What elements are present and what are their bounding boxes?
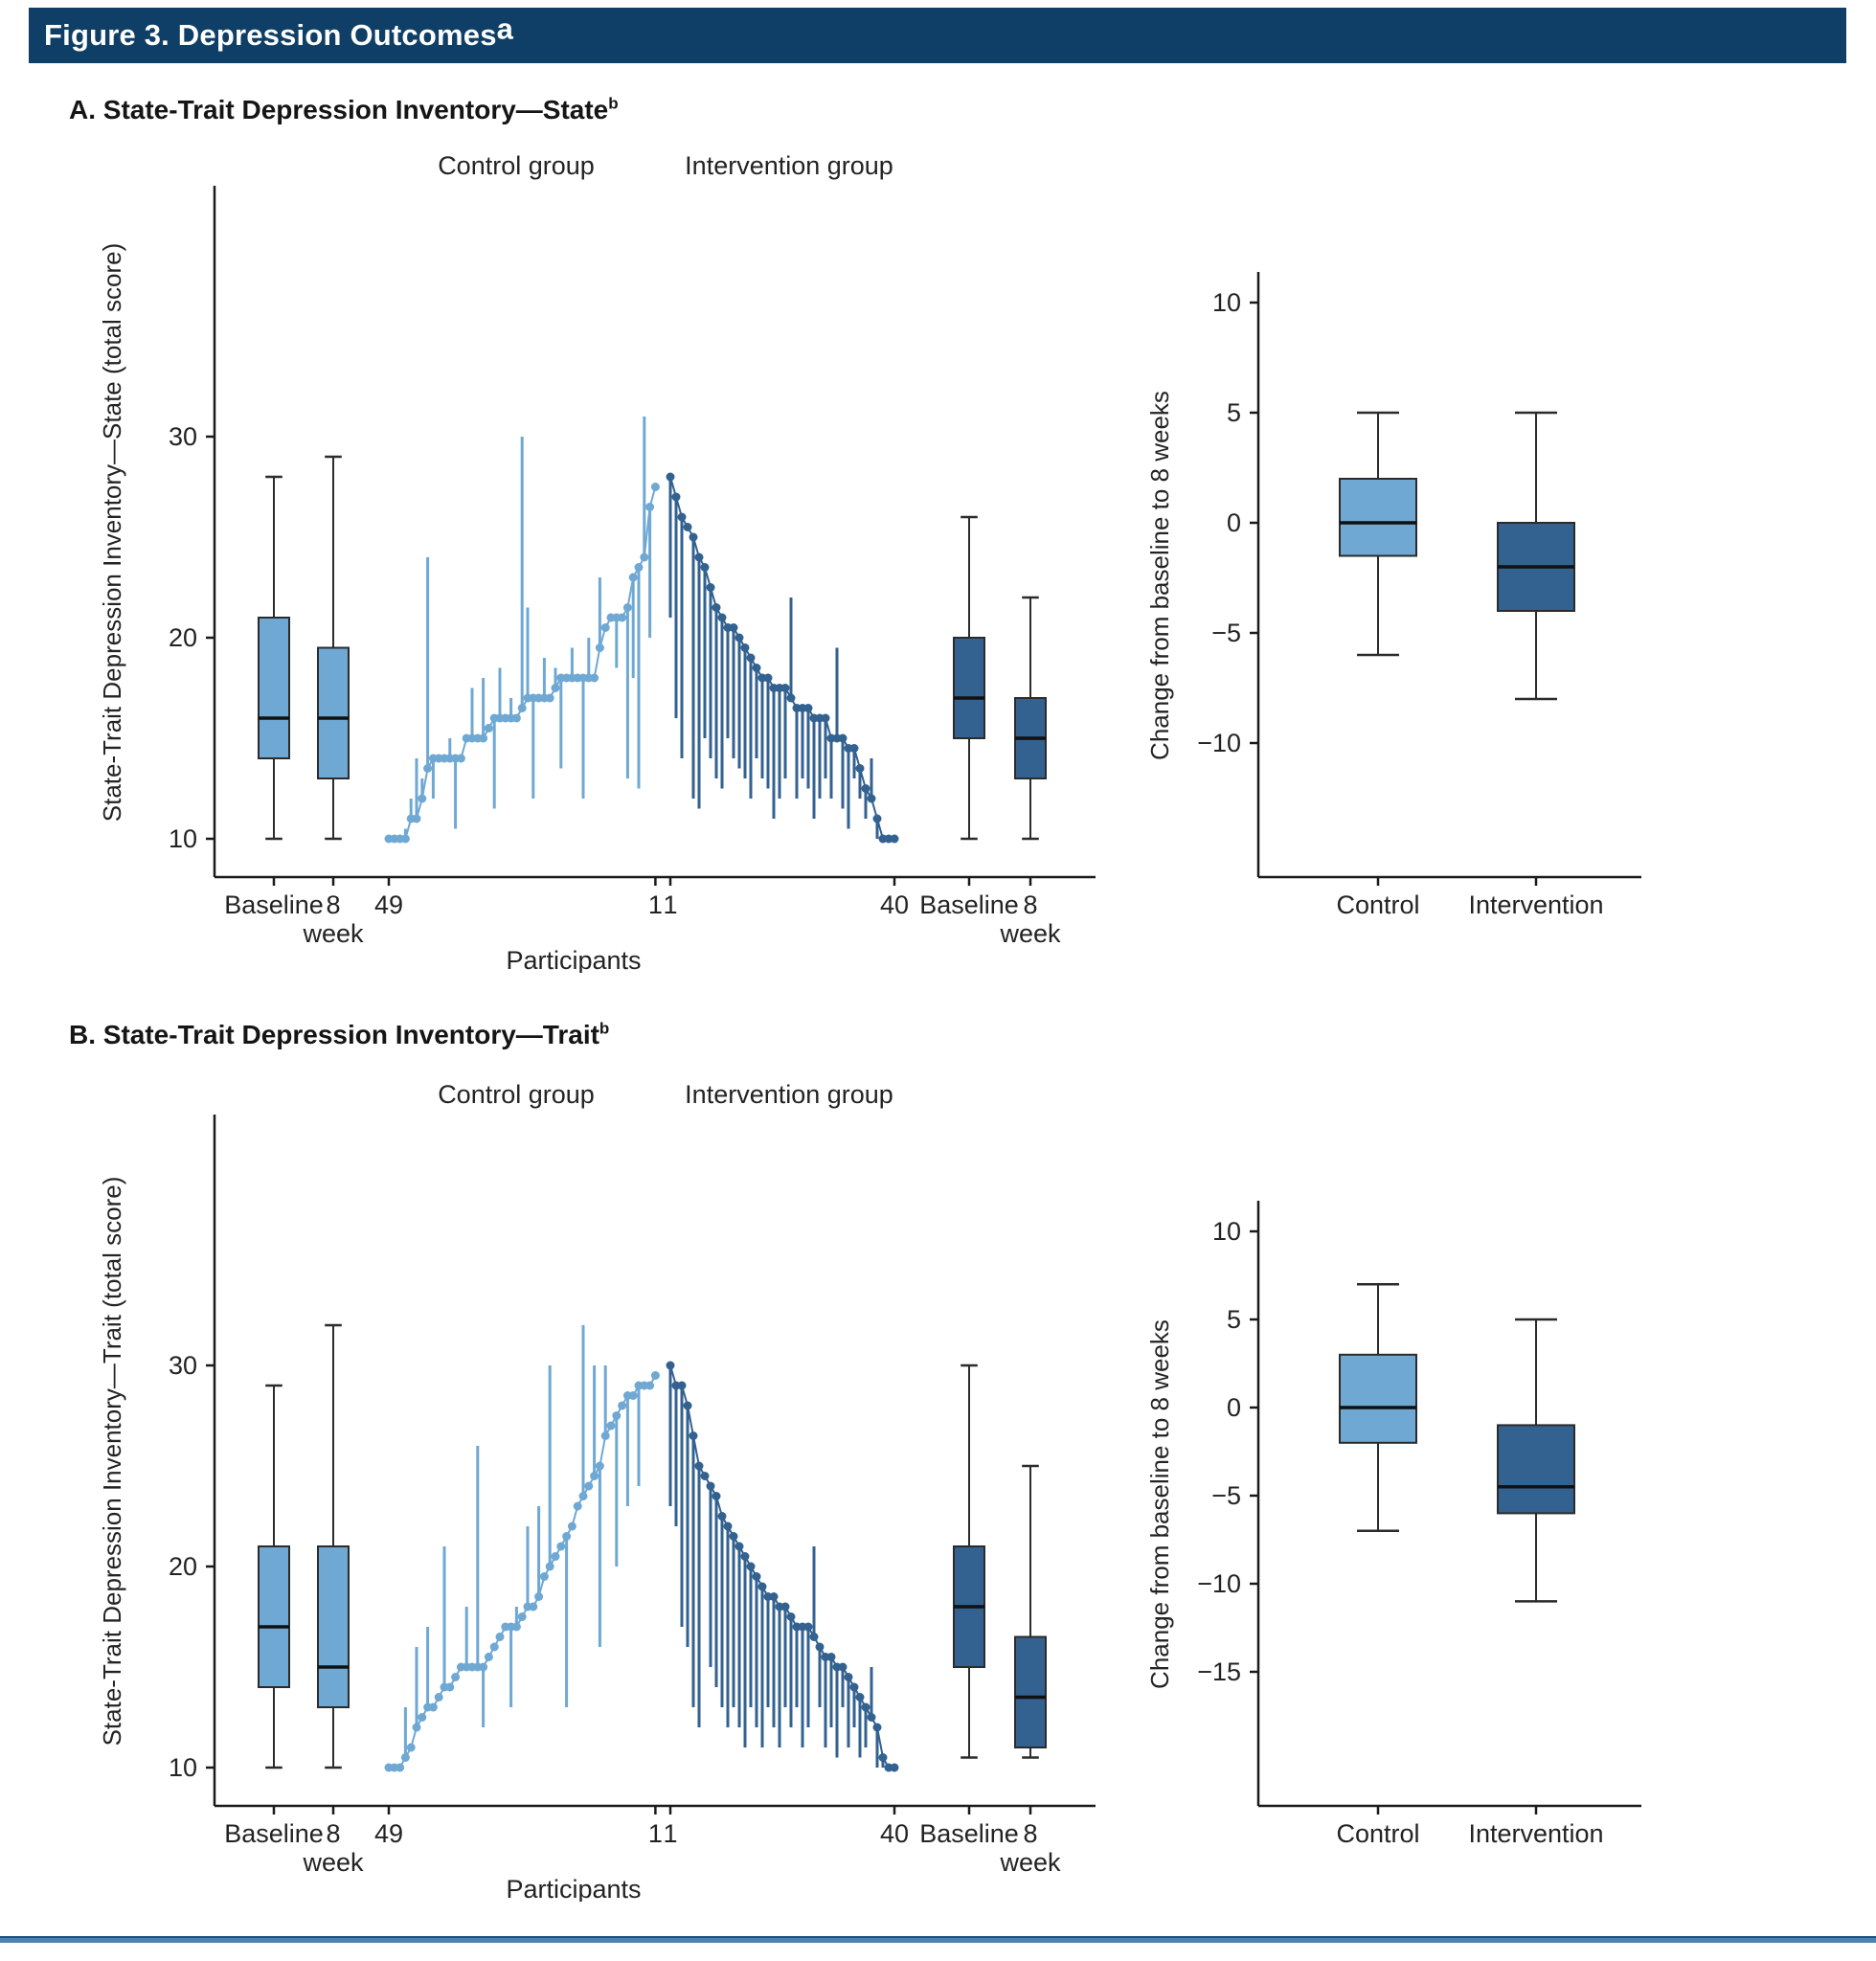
control-participants-series — [385, 1325, 660, 1772]
change-y-tick-label: 5 — [1226, 1305, 1241, 1334]
participant-dot — [747, 1563, 756, 1571]
x-tick-label: Baseline — [224, 1819, 324, 1848]
participant-dot — [645, 503, 654, 511]
participant-dot — [816, 1643, 825, 1652]
participant-dot — [518, 704, 527, 712]
change-y-tick-label: −15 — [1197, 1657, 1241, 1686]
figure-title-superscript: a — [496, 11, 514, 46]
participant-dot — [804, 704, 813, 712]
change-y-axis-title: Change from baseline to 8 weeks — [1145, 1319, 1174, 1689]
intervention-week8-boxplot — [1015, 597, 1046, 839]
participant-dot — [574, 1502, 582, 1511]
participant-dot — [418, 1713, 426, 1722]
participant-dot — [787, 694, 796, 703]
participant-dot — [552, 1552, 560, 1561]
panel-b-chart — [33, 1040, 1842, 1902]
participant-dot — [850, 1683, 859, 1692]
participant-dot — [651, 483, 660, 491]
change-x-tick-label: Intervention — [1468, 890, 1604, 919]
participant-dot — [741, 1552, 750, 1561]
x-axis-ticks — [224, 877, 1061, 948]
participant-dot — [623, 603, 632, 612]
change-x-tick-label: Control — [1336, 1819, 1420, 1848]
participant-dot — [401, 835, 410, 844]
y-tick-label: 20 — [168, 623, 197, 652]
change-y-tick-label: 10 — [1211, 1217, 1241, 1246]
participant-dot — [568, 1522, 576, 1531]
participant-dot — [413, 815, 421, 823]
participant-dot — [629, 574, 638, 582]
participant-dot — [839, 734, 848, 743]
change-y-tick-label: 5 — [1226, 398, 1241, 427]
x-tick-label: 1 — [647, 1819, 663, 1848]
x-tick-label-week: week — [303, 919, 364, 948]
participant-dot — [707, 1482, 715, 1491]
participant-dot — [629, 1391, 638, 1400]
participant-dot — [695, 1462, 704, 1471]
participant-dot — [529, 1603, 537, 1612]
participant-dot — [712, 603, 721, 612]
participant-dot — [810, 1633, 819, 1641]
participant-dot — [396, 1764, 404, 1772]
x-tick-label: Baseline — [224, 890, 324, 919]
figure-header — [29, 8, 1846, 63]
participant-dot — [618, 614, 626, 622]
participant-dot — [735, 1543, 744, 1551]
participant-dot — [401, 1753, 410, 1762]
participant-dot — [873, 815, 882, 823]
participant-dot — [429, 1703, 438, 1712]
x-tick-label: 49 — [373, 1819, 404, 1848]
change-y-tick-label: 0 — [1226, 1393, 1241, 1422]
participant-dot — [804, 1623, 813, 1632]
participant-dot — [891, 1764, 899, 1772]
change-control-boxplot — [1340, 1284, 1416, 1531]
participant-dot — [839, 1663, 848, 1672]
participant-dot — [540, 1572, 549, 1581]
participant-dot — [618, 1402, 626, 1410]
y-tick-label: 30 — [168, 422, 197, 451]
participant-dot — [672, 493, 681, 502]
participant-dot — [512, 1623, 521, 1632]
change-x-tick-label: Control — [1336, 890, 1420, 919]
control-week8-boxplot — [318, 457, 349, 839]
participant-dot — [781, 684, 790, 692]
participant-dot — [490, 1643, 499, 1652]
y-tick-label: 20 — [168, 1552, 197, 1581]
participant-dot — [868, 1713, 876, 1722]
figure-title — [44, 11, 514, 53]
participant-dot — [730, 623, 738, 632]
participant-dot — [601, 623, 610, 632]
x-axis-title: Participants — [506, 1875, 642, 1902]
control-group-label: Control group — [438, 151, 595, 180]
participant-dot — [445, 1683, 454, 1692]
participant-dot — [678, 513, 687, 522]
footer-rule — [0, 1936, 1876, 1943]
participant-dot — [479, 734, 487, 743]
participant-dot — [712, 1492, 721, 1500]
participant-dot — [496, 1633, 505, 1641]
x-tick-label: 1 — [663, 1819, 678, 1848]
participant-dot — [741, 643, 750, 652]
participant-dot — [868, 795, 876, 803]
participant-dot — [845, 1673, 853, 1681]
participant-dot — [645, 1382, 654, 1390]
change-y-axis-title: Change from baseline to 8 weeks — [1145, 391, 1174, 760]
x-tick-label: Baseline — [919, 1819, 1019, 1848]
panel-b-title-text: B. State-Trait Depression Inventory—Trait — [69, 1020, 599, 1050]
participant-dot — [856, 1693, 865, 1702]
x-tick-label: 1 — [647, 890, 663, 919]
participant-dot — [562, 1532, 571, 1541]
participant-dot — [640, 553, 648, 562]
participant-dot — [879, 1753, 888, 1762]
participant-dot — [407, 1744, 416, 1752]
participant-dot — [423, 764, 432, 773]
x-tick-label: 40 — [879, 890, 910, 919]
participant-dot — [546, 1563, 554, 1571]
participant-dot — [612, 1411, 621, 1420]
participant-dot — [689, 1431, 698, 1440]
change-y-tick-label: −5 — [1211, 1481, 1241, 1510]
control-baseline-boxplot — [259, 477, 289, 839]
intervention-group-label: Intervention group — [685, 1080, 893, 1109]
control-participants-series — [385, 417, 660, 844]
change-y-tick-label: 0 — [1226, 508, 1241, 537]
participant-dot — [596, 1462, 604, 1471]
figure-title-text: Figure 3. Depression Outcomes — [44, 18, 497, 52]
x-tick-label: 1 — [663, 890, 678, 919]
panel-a-chart — [33, 111, 1842, 973]
main-axes — [169, 186, 1096, 877]
participant-dot — [546, 694, 554, 703]
participant-dot — [684, 1402, 692, 1410]
change-y-tick-label: −5 — [1211, 619, 1241, 647]
x-tick-label: 8 — [1023, 1819, 1038, 1848]
change-subplot — [1145, 1201, 1641, 1848]
x-tick-label: Baseline — [919, 890, 1019, 919]
participant-dot — [485, 724, 493, 733]
participant-dot — [701, 563, 710, 572]
participant-dot — [753, 664, 761, 672]
x-tick-label: 8 — [1023, 890, 1038, 919]
participant-dot — [556, 1543, 565, 1551]
participant-dot — [485, 1653, 493, 1661]
participant-dot — [787, 1612, 796, 1621]
x-axis-title: Participants — [506, 946, 642, 973]
participant-dot — [747, 654, 756, 663]
participant-dot — [758, 1583, 767, 1591]
x-tick-label: 49 — [373, 890, 404, 919]
participant-dot — [651, 1371, 660, 1380]
participant-dot — [701, 1472, 710, 1480]
control-group-label: Control group — [438, 1080, 595, 1109]
control-week8-boxplot — [318, 1325, 349, 1768]
participant-dot — [596, 643, 604, 652]
participant-dot — [873, 1724, 882, 1732]
panel-b-title-superscript: b — [599, 1019, 610, 1038]
participant-dot — [827, 1653, 836, 1661]
participant-dot — [822, 714, 830, 723]
participant-dot — [518, 1612, 527, 1621]
panel-a-title-superscript: b — [608, 94, 619, 113]
participant-dot — [457, 755, 465, 763]
intervention-group-label: Intervention group — [685, 151, 893, 180]
intervention-participants-series — [667, 1362, 899, 1772]
x-tick-label: 40 — [879, 1819, 910, 1848]
participant-dot — [695, 553, 704, 562]
participant-dot — [667, 1362, 675, 1370]
x-tick-label-week: week — [303, 1848, 364, 1877]
change-y-tick-label: −10 — [1197, 729, 1241, 757]
intervention-baseline-boxplot — [954, 517, 984, 839]
participant-dot — [735, 634, 744, 642]
participant-dot — [635, 563, 644, 572]
participant-dot — [678, 1382, 687, 1390]
participant-dot — [590, 1472, 599, 1480]
participant-dot — [579, 1492, 588, 1500]
participant-dot — [770, 1592, 779, 1601]
participant-dot — [534, 1592, 543, 1601]
y-axis-title: State-Trait Depression Inventory—Trait (total score) — [98, 1176, 126, 1747]
main-axes — [169, 1115, 1096, 1806]
participant-dot — [451, 1673, 460, 1681]
x-tick-label: 8 — [326, 1819, 341, 1848]
change-intervention-boxplot — [1498, 413, 1574, 699]
participant-dot — [552, 684, 560, 692]
y-tick-label: 10 — [168, 824, 197, 853]
participant-dot — [753, 1572, 761, 1581]
participant-dot — [418, 795, 426, 803]
x-tick-label-week: week — [1000, 1848, 1061, 1877]
intervention-week8-boxplot — [1015, 1466, 1046, 1758]
participant-dot — [601, 1431, 610, 1440]
control-baseline-boxplot — [259, 1386, 289, 1768]
participant-dot — [479, 1663, 487, 1672]
change-subplot — [1145, 272, 1641, 919]
participant-dot — [584, 1482, 593, 1491]
participant-dot — [891, 835, 899, 844]
change-control-boxplot — [1340, 413, 1416, 655]
participant-dot — [707, 583, 715, 592]
participant-dot — [512, 714, 521, 723]
intervention-participants-series — [667, 473, 899, 844]
participant-dot — [764, 674, 773, 683]
x-axis-ticks — [224, 1806, 1061, 1877]
participant-dot — [413, 1724, 421, 1732]
y-tick-label: 10 — [168, 1753, 197, 1782]
change-y-tick-label: −10 — [1197, 1569, 1241, 1598]
y-axis-title: State-Trait Depression Inventory—State (total score) — [98, 242, 126, 823]
participant-dot — [724, 1522, 733, 1531]
intervention-baseline-boxplot — [954, 1365, 984, 1758]
participant-dot — [684, 523, 692, 531]
x-tick-label: 8 — [326, 890, 341, 919]
participant-dot — [862, 1703, 870, 1712]
participant-dot — [781, 1603, 790, 1612]
participant-dot — [689, 533, 698, 542]
panel-a-title-text: A. State-Trait Depression Inventory—State — [69, 95, 609, 125]
x-tick-label-week: week — [1000, 919, 1061, 948]
participant-dot — [856, 764, 865, 773]
participant-dot — [862, 784, 870, 793]
participant-dot — [607, 1422, 616, 1431]
change-x-tick-label: Intervention — [1468, 1819, 1604, 1848]
participant-dot — [667, 473, 675, 482]
participant-dot — [730, 1532, 738, 1541]
participant-dot — [435, 1693, 443, 1702]
change-y-tick-label: 10 — [1211, 288, 1241, 317]
participant-dot — [590, 674, 599, 683]
y-tick-label: 30 — [168, 1351, 197, 1380]
panel-b-svg — [33, 1040, 1842, 1902]
participant-dot — [718, 614, 727, 622]
participant-dot — [850, 744, 859, 753]
panel-a-svg — [33, 111, 1842, 973]
change-intervention-boxplot — [1498, 1319, 1574, 1601]
participant-dot — [718, 1512, 727, 1521]
